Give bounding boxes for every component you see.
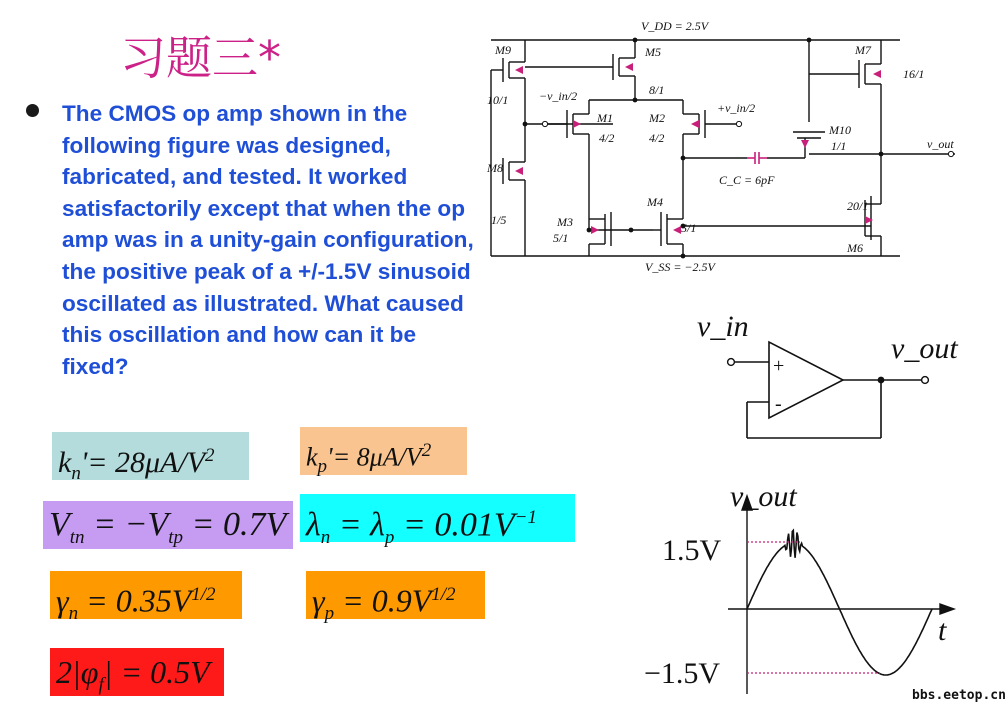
tick-negative: −1.5V (644, 657, 721, 690)
param-gamma-n: $\gamma_n = 0.35V^{1/2}$ (50, 571, 242, 619)
m4-size: 5/1 (681, 221, 697, 235)
m8-label: M8 (487, 161, 503, 175)
param-kp: $k_p'= 8\mu A/V^2$ (300, 427, 467, 475)
m6-label: M6 (847, 241, 863, 255)
m10-label: M10 (829, 123, 851, 137)
m1-size: 4/2 (599, 131, 615, 145)
vin-plus-label: +v_in/2 (717, 101, 756, 115)
m8-size: 1/5 (491, 213, 507, 227)
buffer-vout-label: v_out (891, 332, 958, 365)
m7-size: 16/1 (903, 67, 925, 81)
param-phi: $2|\varphi_f| = 0.5V$ (50, 648, 224, 696)
bullet-icon (26, 104, 39, 117)
cc-label: C_C = 6pF (719, 173, 775, 187)
m6-size: 20/1 (847, 199, 869, 213)
watermark: bbs.eetop.cn (912, 688, 1006, 703)
page-title: 习题三* (120, 31, 281, 85)
m2-size: 4/2 (649, 131, 665, 145)
m9-label: M9 (495, 43, 511, 57)
m3-label: M3 (557, 215, 573, 229)
output-waveform (640, 478, 965, 706)
unity-gain-buffer (695, 310, 958, 445)
plus-sign: + (773, 355, 785, 377)
param-vt: $V_{tn} = -V_{tp} = 0.7V$ (43, 501, 293, 549)
m7-label: M7 (855, 43, 871, 57)
problem-statement: The CMOS op amp shown in the following figure was designed, fabricated, and tested. It worked satisfactorily except that when the op amp was in a unity-gain configuration, the positive peak of a +/-1.5V sinusoid oscillated as illustrated. What caused this oscillation and how can it be fixed? (62, 101, 474, 379)
buffer-vin-label: v_in (697, 310, 749, 343)
minus-sign: - (775, 393, 782, 415)
m4-label: M4 (647, 195, 663, 209)
wave-xlabel: t (938, 614, 947, 647)
m10-size: 1/1 (831, 139, 847, 153)
m9-size: 10/1 (487, 93, 509, 107)
m3-size: 5/1 (553, 231, 569, 245)
vin-minus-label: −v_in/2 (539, 89, 578, 103)
waveform-trace (747, 530, 932, 675)
tick-positive: 1.5V (662, 534, 722, 567)
param-kn: $k_n'= 28\mu A/V^2$ (52, 432, 249, 480)
wave-ylabel: v_out (730, 480, 797, 513)
vout-label: v_out (927, 137, 954, 151)
m1-label: M1 (597, 111, 613, 125)
vss-label: V_SS = −2.5V (645, 260, 715, 274)
opamp-schematic (485, 14, 957, 276)
m2-label: M2 (649, 111, 665, 125)
vdd-label: V_DD = 2.5V (641, 19, 709, 33)
param-gamma-p: $\gamma_p = 0.9V^{1/2}$ (306, 571, 485, 619)
m5-size: 8/1 (649, 83, 665, 97)
m5-label: M5 (645, 45, 661, 59)
param-lambda: $\lambda_n = \lambda_p = 0.01V^{-1}$ (300, 494, 575, 542)
